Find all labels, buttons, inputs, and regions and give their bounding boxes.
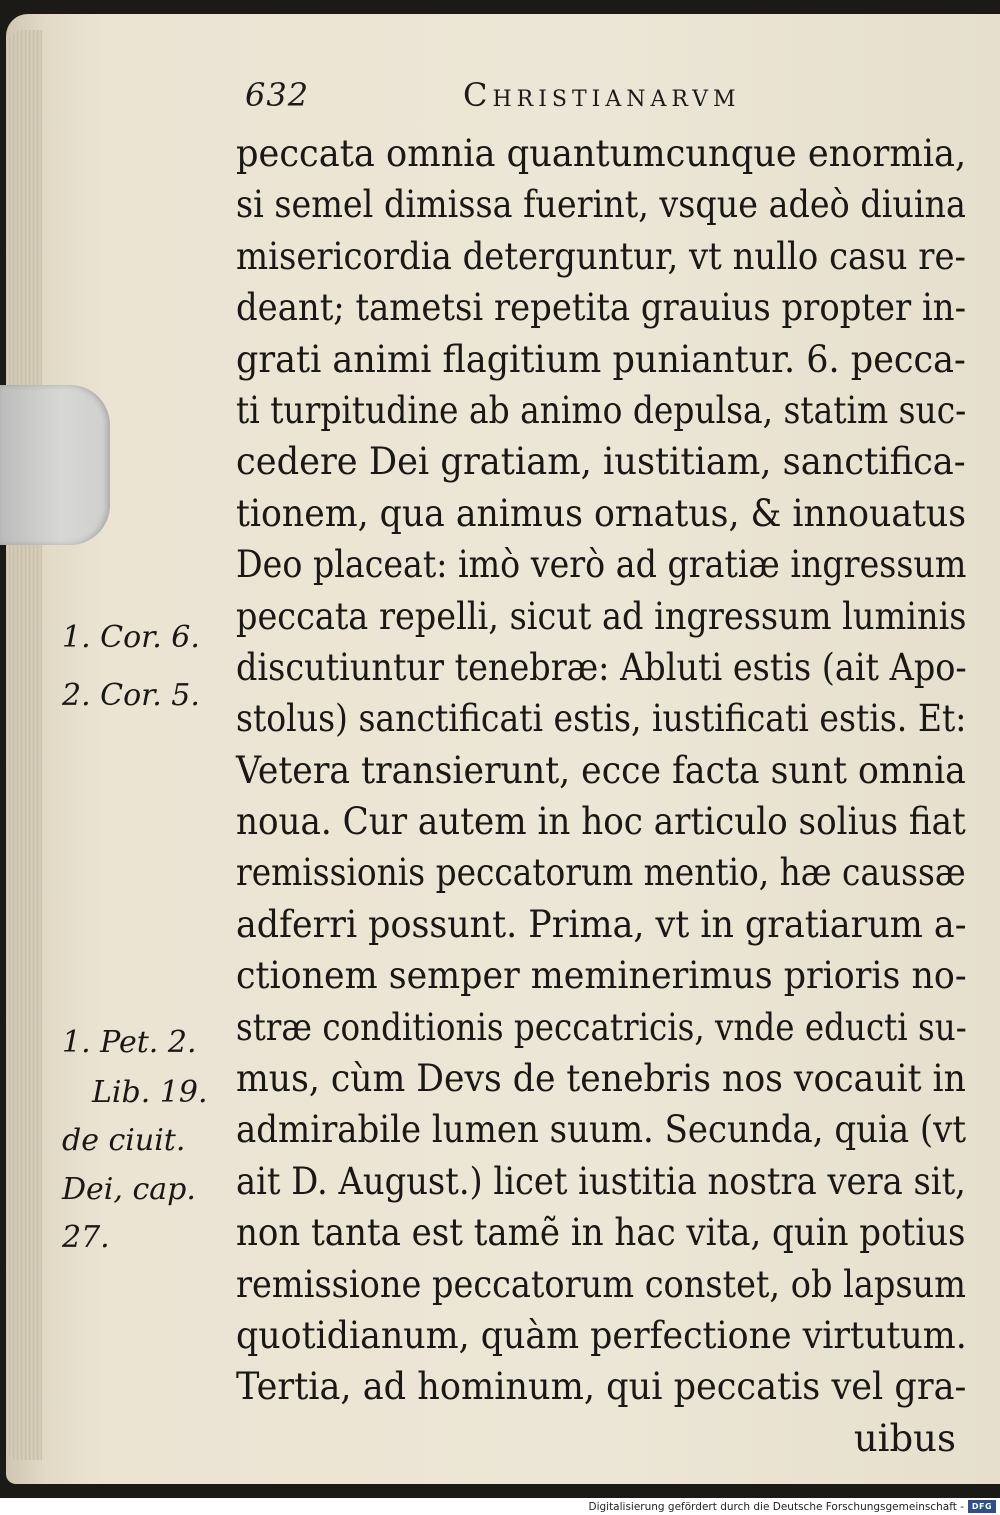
footer-bar: [0, 1499, 1000, 1515]
margin-note: Lib. 19.: [92, 1075, 208, 1110]
text-line: stræ conditionis peccatricis, vnde educti su-: [236, 1005, 967, 1049]
text-line: Deo placeat: imò verò ad gratiæ ingressum: [236, 543, 967, 587]
footer-credit: Digitalisierung gefördert durch die Deutsche Forschungsgemeinschaft -: [588, 1501, 964, 1513]
body-text: [236, 128, 966, 1464]
text-line: mus, cùm Devs de tenebris nos vocauit in: [236, 1057, 966, 1101]
margin-note: 27.: [62, 1220, 110, 1255]
text-line: noua. Cur autem in hoc articulo solius fiat: [236, 800, 966, 844]
text-line: Vetera transierunt, ecce facta sunt omnia: [236, 748, 966, 792]
margin-note: 2. Cor. 5.: [62, 678, 200, 713]
dfg-logo-icon: DFG: [968, 1500, 996, 1513]
text-line: remissione peccatorum constet, ob lapsum: [236, 1262, 966, 1306]
text-line: ti turpitudine ab animo depulsa, statim suc-: [236, 388, 967, 432]
catchword: uibus: [853, 1416, 956, 1460]
margin-note: Dei, cap.: [62, 1172, 196, 1207]
text-line: remissionis peccatorum mentio, hæ caussæ: [236, 851, 966, 895]
text-line: admirabile lumen suum. Secunda, quia (vt: [236, 1108, 966, 1152]
margin-note: 1. Pet. 2.: [62, 1025, 197, 1060]
margin-note: 1. Cor. 6.: [62, 620, 200, 655]
text-line: adferri possunt. Prima, vt in gratiarum a-: [236, 902, 967, 946]
text-line: non tanta est tamẽ in hac vita, quin potius: [236, 1211, 966, 1255]
text-line: tionem, qua animus ornatus, & innouatus: [236, 491, 967, 535]
text-line: peccata repelli, sicut ad ingressum luminis: [236, 594, 967, 638]
text-line: ctionem semper meminerimus prioris no-: [236, 954, 967, 998]
running-head: Christianarvm: [463, 76, 741, 114]
page-number: 632: [245, 76, 310, 114]
text-line: deant; tametsi repetita grauius propter in-: [236, 286, 967, 330]
text-line: si semel dimissa fuerint, vsque adeò diuina: [236, 183, 966, 227]
text-line: discutiuntur tenebræ: Abluti estis (ait Apo-: [236, 645, 967, 689]
text-line: quotidianum, quàm perfectione virtutum.: [236, 1313, 967, 1357]
bookmark-tab: [0, 385, 110, 545]
text-line: ait D. August.) licet iustitia nostra vera sit,: [236, 1159, 966, 1203]
page-header: [245, 76, 845, 116]
text-line: stolus) sanctificati estis, iustificati estis. Et:: [236, 697, 967, 741]
page-edges: [6, 30, 42, 1460]
text-line: grati animi flagitium puniantur. 6. pecca-: [236, 337, 966, 381]
text-line: misericordia deterguntur, vt nullo casu re-: [236, 234, 966, 278]
text-line: cedere Dei gratiam, iustitiam, sanctifica-: [236, 440, 966, 484]
text-line: peccata omnia quantumcunque enormia,: [236, 132, 967, 175]
margin-note: de ciuit.: [62, 1123, 186, 1158]
text-line: Tertia, ad hominum, qui peccatis vel gra-: [236, 1365, 967, 1409]
